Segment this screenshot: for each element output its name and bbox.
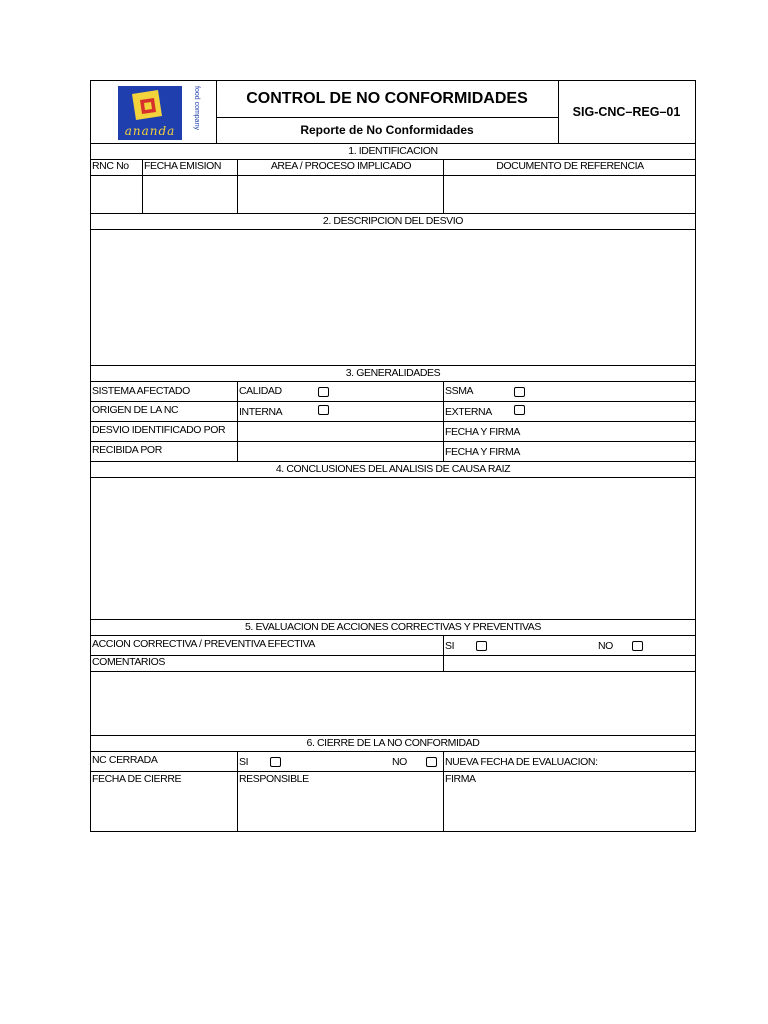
externa-label: EXTERNA [445,406,492,418]
origen-nc-row [90,402,696,422]
accion-no-checkbox[interactable] [632,641,643,651]
logo-wordmark: ananda [124,124,176,138]
accion-efectiva-row [90,636,696,656]
calidad-checkbox[interactable] [318,387,329,397]
comentarios-aux-cell [443,656,695,671]
desvio-identificado-field[interactable] [237,422,443,441]
sistema-afectado-label: SISTEMA AFECTADO [92,385,190,397]
section-1-header-row [90,160,696,176]
fecha-firma-2-field[interactable] [443,442,695,461]
accion-no-label: NO [598,640,613,652]
fecha-cierre-label: FECHA DE CIERRE [92,773,182,785]
nueva-fecha-field[interactable] [443,752,695,771]
form-header [90,80,696,144]
company-logo [118,86,182,140]
comentarios-label-row [90,656,696,672]
logo-cell [91,81,217,143]
section-1-title: 1. IDENTIFICACION [90,144,696,160]
logo-tagline-text: food company [193,86,200,130]
fecha-firma-1-label: FECHA Y FIRMA [445,426,520,438]
calidad-label: CALIDAD [239,385,282,397]
firma-label: FIRMA [445,773,476,785]
cierre-no-label: NO [392,756,407,768]
accion-efectiva-label: ACCION CORRECTIVA / PREVENTIVA EFECTIVA [92,638,316,650]
section-5-title: 5. EVALUACION DE ACCIONES CORRECTIVAS Y PREVENTIVAS [90,620,696,636]
col-fecha-emision: FECHA EMISION [142,160,237,175]
cierre-detail-row [90,772,696,832]
fecha-firma-1-field[interactable] [443,422,695,441]
accion-si-label: SI [445,640,455,652]
form-title: CONTROL DE NO CONFORMIDADES [216,81,559,118]
calidad-option[interactable] [237,382,443,401]
ssma-checkbox[interactable] [514,387,525,397]
section-2-title: 2. DESCRIPCION DEL DESVIO [90,214,696,230]
col-rnc-no: RNC No [92,160,129,172]
rnc-no-field[interactable] [91,176,142,213]
col-documento-referencia: DOCUMENTO DE REFERENCIA [443,160,695,175]
conclusiones-field[interactable] [90,478,696,620]
ssma-option[interactable] [443,382,695,401]
col-area-proceso: AREA / PROCESO IMPLICADO [237,160,443,175]
accion-efectiva-options [443,636,695,655]
section-6-title: 6. CIERRE DE LA NO CONFORMIDAD [90,736,696,752]
form-subtitle: Reporte de No Conformidades [216,117,559,143]
descripcion-desvio-field[interactable] [90,230,696,366]
section-1-input-row [90,176,696,214]
nueva-fecha-label: NUEVA FECHA DE EVALUACION: [445,756,598,768]
section-4-title: 4. CONCLUSIONES DEL ANALISIS DE CAUSA RAIZ [90,462,696,478]
desvio-identificado-row [90,422,696,442]
recibida-por-row [90,442,696,462]
interna-option[interactable] [237,402,443,421]
recibida-por-label: RECIBIDA POR [92,444,162,456]
interna-label: INTERNA [239,406,283,418]
comentarios-label: COMENTARIOS [92,656,165,668]
cierre-si-checkbox[interactable] [270,757,281,767]
fecha-emision-field[interactable] [142,176,237,213]
logo-tagline [184,86,212,140]
recibida-por-field[interactable] [237,442,443,461]
ssma-label: SSMA [445,385,474,397]
interna-checkbox[interactable] [318,405,329,415]
responsible-field[interactable] [237,772,443,831]
cierre-no-checkbox[interactable] [426,757,437,767]
fecha-cierre-field[interactable] [91,772,237,831]
sistema-afectado-row [90,382,696,402]
nc-cerrada-row [90,752,696,772]
area-proceso-field[interactable] [237,176,443,213]
form-code: SIG-CNC–REG–01 [572,105,681,119]
accion-si-checkbox[interactable] [476,641,487,651]
firma-field[interactable] [443,772,695,831]
nc-cerrada-options [237,752,443,771]
comentarios-field[interactable] [90,672,696,736]
desvio-identificado-label: DESVIO IDENTIFICADO POR [92,424,226,436]
origen-nc-label: ORIGEN DE LA NC [92,404,179,416]
responsible-label: RESPONSIBLE [239,773,309,785]
externa-option[interactable] [443,402,695,421]
section-3-title: 3. GENERALIDADES [90,366,696,382]
documento-referencia-field[interactable] [443,176,695,213]
externa-checkbox[interactable] [514,405,525,415]
cierre-si-label: SI [239,756,249,768]
nc-cerrada-label: NC CERRADA [92,754,158,766]
fecha-firma-2-label: FECHA Y FIRMA [445,446,520,458]
